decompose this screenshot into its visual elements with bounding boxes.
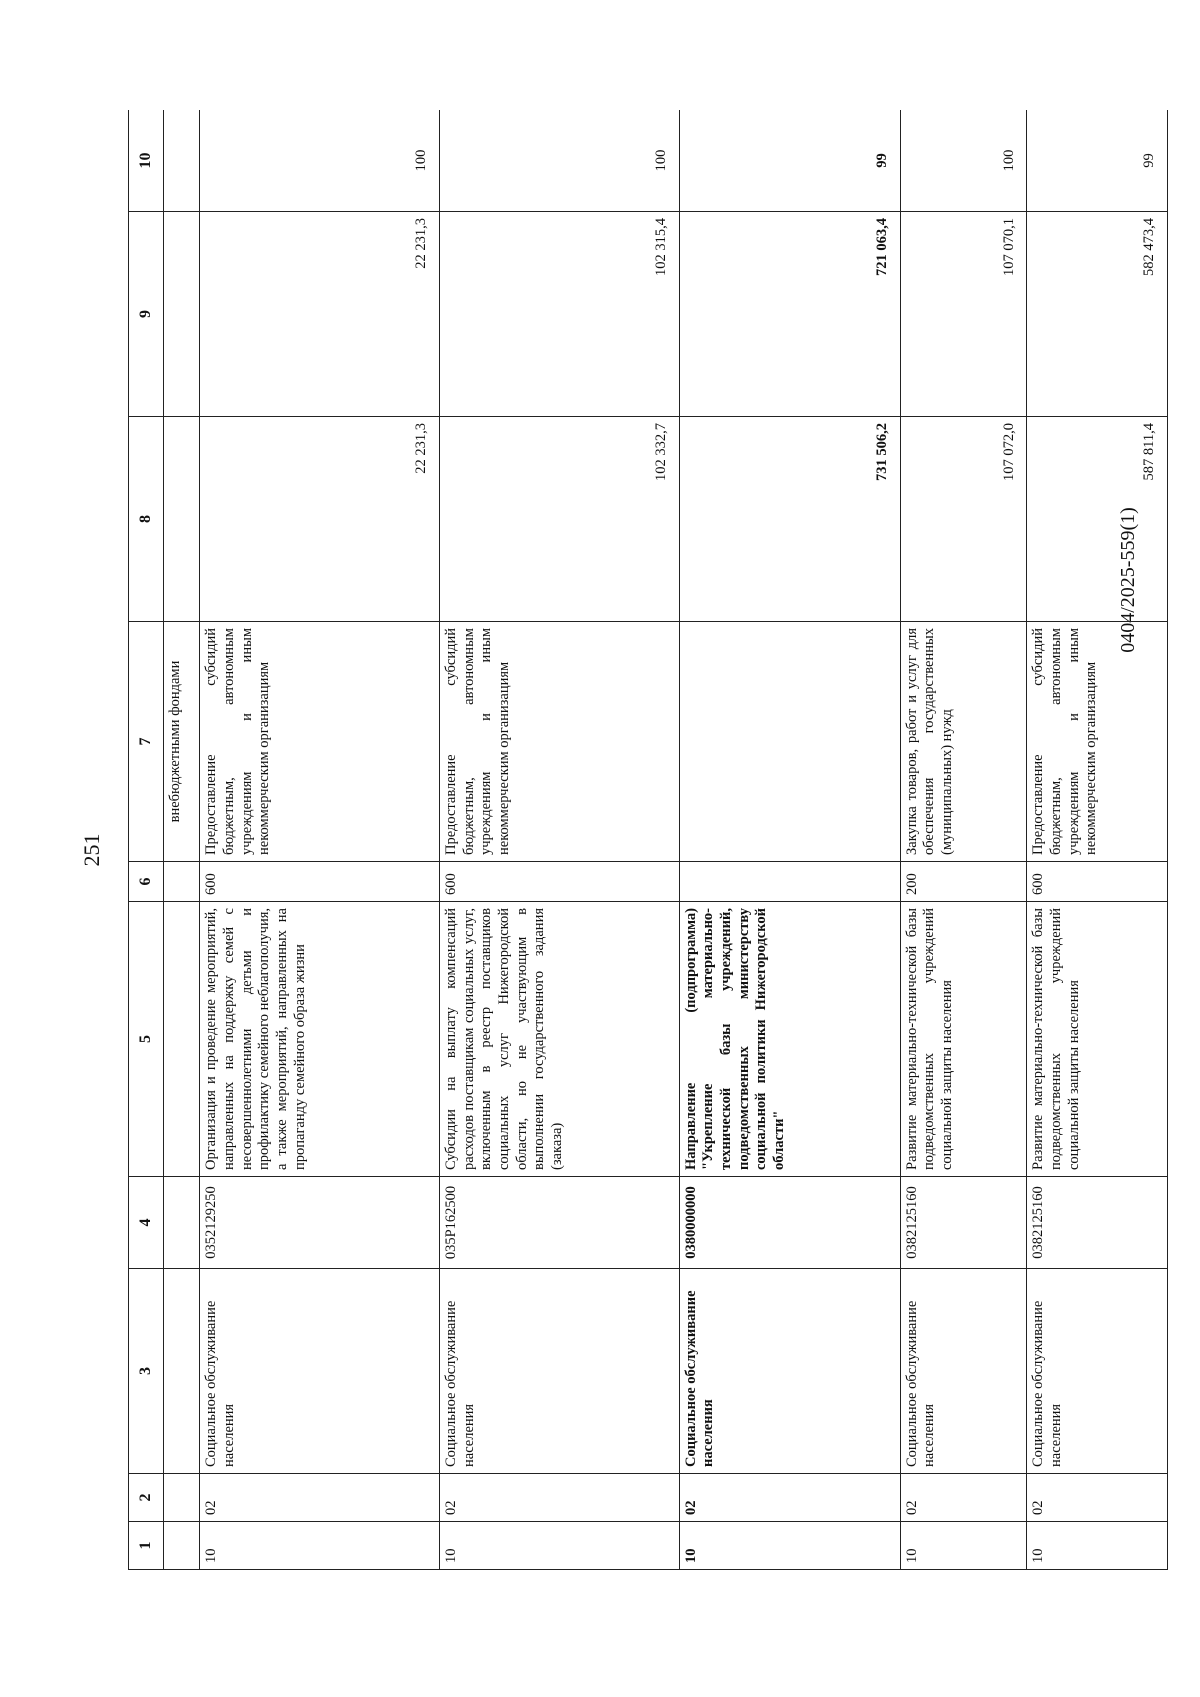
- table-cell-col4: 0380000000: [679, 1177, 900, 1269]
- table-cell-col9: 102 315,4: [439, 212, 679, 417]
- table-cell-col2: 02: [679, 1474, 900, 1522]
- table-cell: [163, 1177, 200, 1269]
- table-cell-col8: 731 506,2: [679, 417, 900, 622]
- column-header: 3: [129, 1269, 164, 1474]
- column-header: 2: [129, 1474, 164, 1522]
- table-row: [200, 110, 440, 1570]
- table-cell-col8: 107 072,0: [900, 417, 1027, 622]
- table-cell-col5: Субсидии на выплату компенсаций расходов поставщикам социальных услуг, включенным в реестр поставщиков социальных услуг Нижегородской области, но не участвующим в выполнении государственного задания (заказа): [439, 902, 679, 1177]
- table-cell-col9: 582 473,4: [1027, 212, 1168, 417]
- table-cell: внебюджетными фондами: [163, 622, 200, 862]
- table-cell-col3: Социальное обслуживание населения: [900, 1269, 1027, 1474]
- column-header: 4: [129, 1177, 164, 1269]
- table-cell-col5: Направление (подпрограмма) "Укрепление материально-технической базы учреждений, подведомственных министерству социальной политики Нижегородской области": [679, 902, 900, 1177]
- budget-table: [128, 110, 1168, 1570]
- table-cell-col8: 587 811,4: [1027, 417, 1168, 622]
- table-cell-col8: 102 332,7: [439, 417, 679, 622]
- table-cell-col1: 10: [1027, 1522, 1168, 1570]
- document-code: 0404/2025-559(1): [1116, 507, 1139, 653]
- table-cell-col1: 10: [200, 1522, 440, 1570]
- table-cell: [163, 1522, 200, 1570]
- table-cell-col2: 02: [1027, 1474, 1168, 1522]
- table-cell: [163, 212, 200, 417]
- table-cell-col4: 035P162500: [439, 1177, 679, 1269]
- column-header: 10: [129, 110, 164, 212]
- table-cell-col6: 600: [1027, 862, 1168, 902]
- table-cell-col4: 0382125160: [900, 1177, 1027, 1269]
- table-row: [900, 110, 1027, 1570]
- table-cell-col7: Предоставление субсидий бюджетным, автономным учреждениям и иным некоммерческим организациям: [439, 622, 679, 862]
- table-cell-col6: 600: [200, 862, 440, 902]
- table-cell: [163, 110, 200, 212]
- table-cell-col1: 10: [439, 1522, 679, 1570]
- budget-table-area: [128, 110, 1168, 1570]
- column-header: 1: [129, 1522, 164, 1570]
- table-cell: [163, 417, 200, 622]
- table-cell-col10: 100: [439, 110, 679, 212]
- column-header: 8: [129, 417, 164, 622]
- table-row: [1027, 110, 1168, 1570]
- table-row: [679, 110, 900, 1570]
- table-cell-col1: 10: [679, 1522, 900, 1570]
- table-cell-col5: Организация и проведение мероприятий, направленных на поддержку семей с несовершеннолетними детьми и профилактику семейного неблагополучия, а также мероприятий, направленных на пропаганду семейного образа жизни: [200, 902, 440, 1177]
- table-cell-col3: Социальное обслуживание населения: [679, 1269, 900, 1474]
- table-cell-col1: 10: [900, 1522, 1027, 1570]
- table-cell-col8: 22 231,3: [200, 417, 440, 622]
- table-cell-col3: Социальное обслуживание населения: [439, 1269, 679, 1474]
- table-cell-col4: 0382125160: [1027, 1177, 1168, 1269]
- table-row: [439, 110, 679, 1570]
- table-cell: [163, 862, 200, 902]
- column-header: 7: [129, 622, 164, 862]
- column-header: 5: [129, 902, 164, 1177]
- table-cell-col10: 100: [200, 110, 440, 212]
- table-cell: [163, 1269, 200, 1474]
- table-cell-col10: 99: [1027, 110, 1168, 212]
- column-header: 6: [129, 862, 164, 902]
- table-cell-col7: [679, 622, 900, 862]
- table-cell-col4: 0352129250: [200, 1177, 440, 1269]
- table-cell-col3: Социальное обслуживание населения: [200, 1269, 440, 1474]
- table-cell-col5: Развитие материально-технической базы подведомственных учреждений социальной защиты населения: [1027, 902, 1168, 1177]
- table-cell-col9: 721 063,4: [679, 212, 900, 417]
- table-cell-col9: 22 231,3: [200, 212, 440, 417]
- table-cell-col9: 107 070,1: [900, 212, 1027, 417]
- continuation-row: [163, 110, 200, 1570]
- table-cell: [163, 902, 200, 1177]
- table-cell-col10: 100: [900, 110, 1027, 212]
- table-cell-col2: 02: [439, 1474, 679, 1522]
- table-cell-col5: Развитие материально-технической базы подведомственных учреждений социальной защиты населения: [900, 902, 1027, 1177]
- column-header: 9: [129, 212, 164, 417]
- table-cell-col10: 99: [679, 110, 900, 212]
- table-cell-col7: Закупка товаров, работ и услуг для обеспечения государственных (муниципальных) нужд: [900, 622, 1027, 862]
- table-cell-col7: Предоставление субсидий бюджетным, автономным учреждениям и иным некоммерческим организациям: [1027, 622, 1168, 862]
- table-cell-col3: Социальное обслуживание населения: [1027, 1269, 1168, 1474]
- table-cell-col6: [679, 862, 900, 902]
- table-cell-col2: 02: [200, 1474, 440, 1522]
- page-number: 251: [79, 833, 104, 867]
- table-cell-col6: 200: [900, 862, 1027, 902]
- header-row: [129, 110, 164, 1570]
- table-cell-col6: 600: [439, 862, 679, 902]
- table-cell-col2: 02: [900, 1474, 1027, 1522]
- table-cell: [163, 1474, 200, 1522]
- table-cell-col7: Предоставление субсидий бюджетным, автономным учреждениям и иным некоммерческим организациям: [200, 622, 440, 862]
